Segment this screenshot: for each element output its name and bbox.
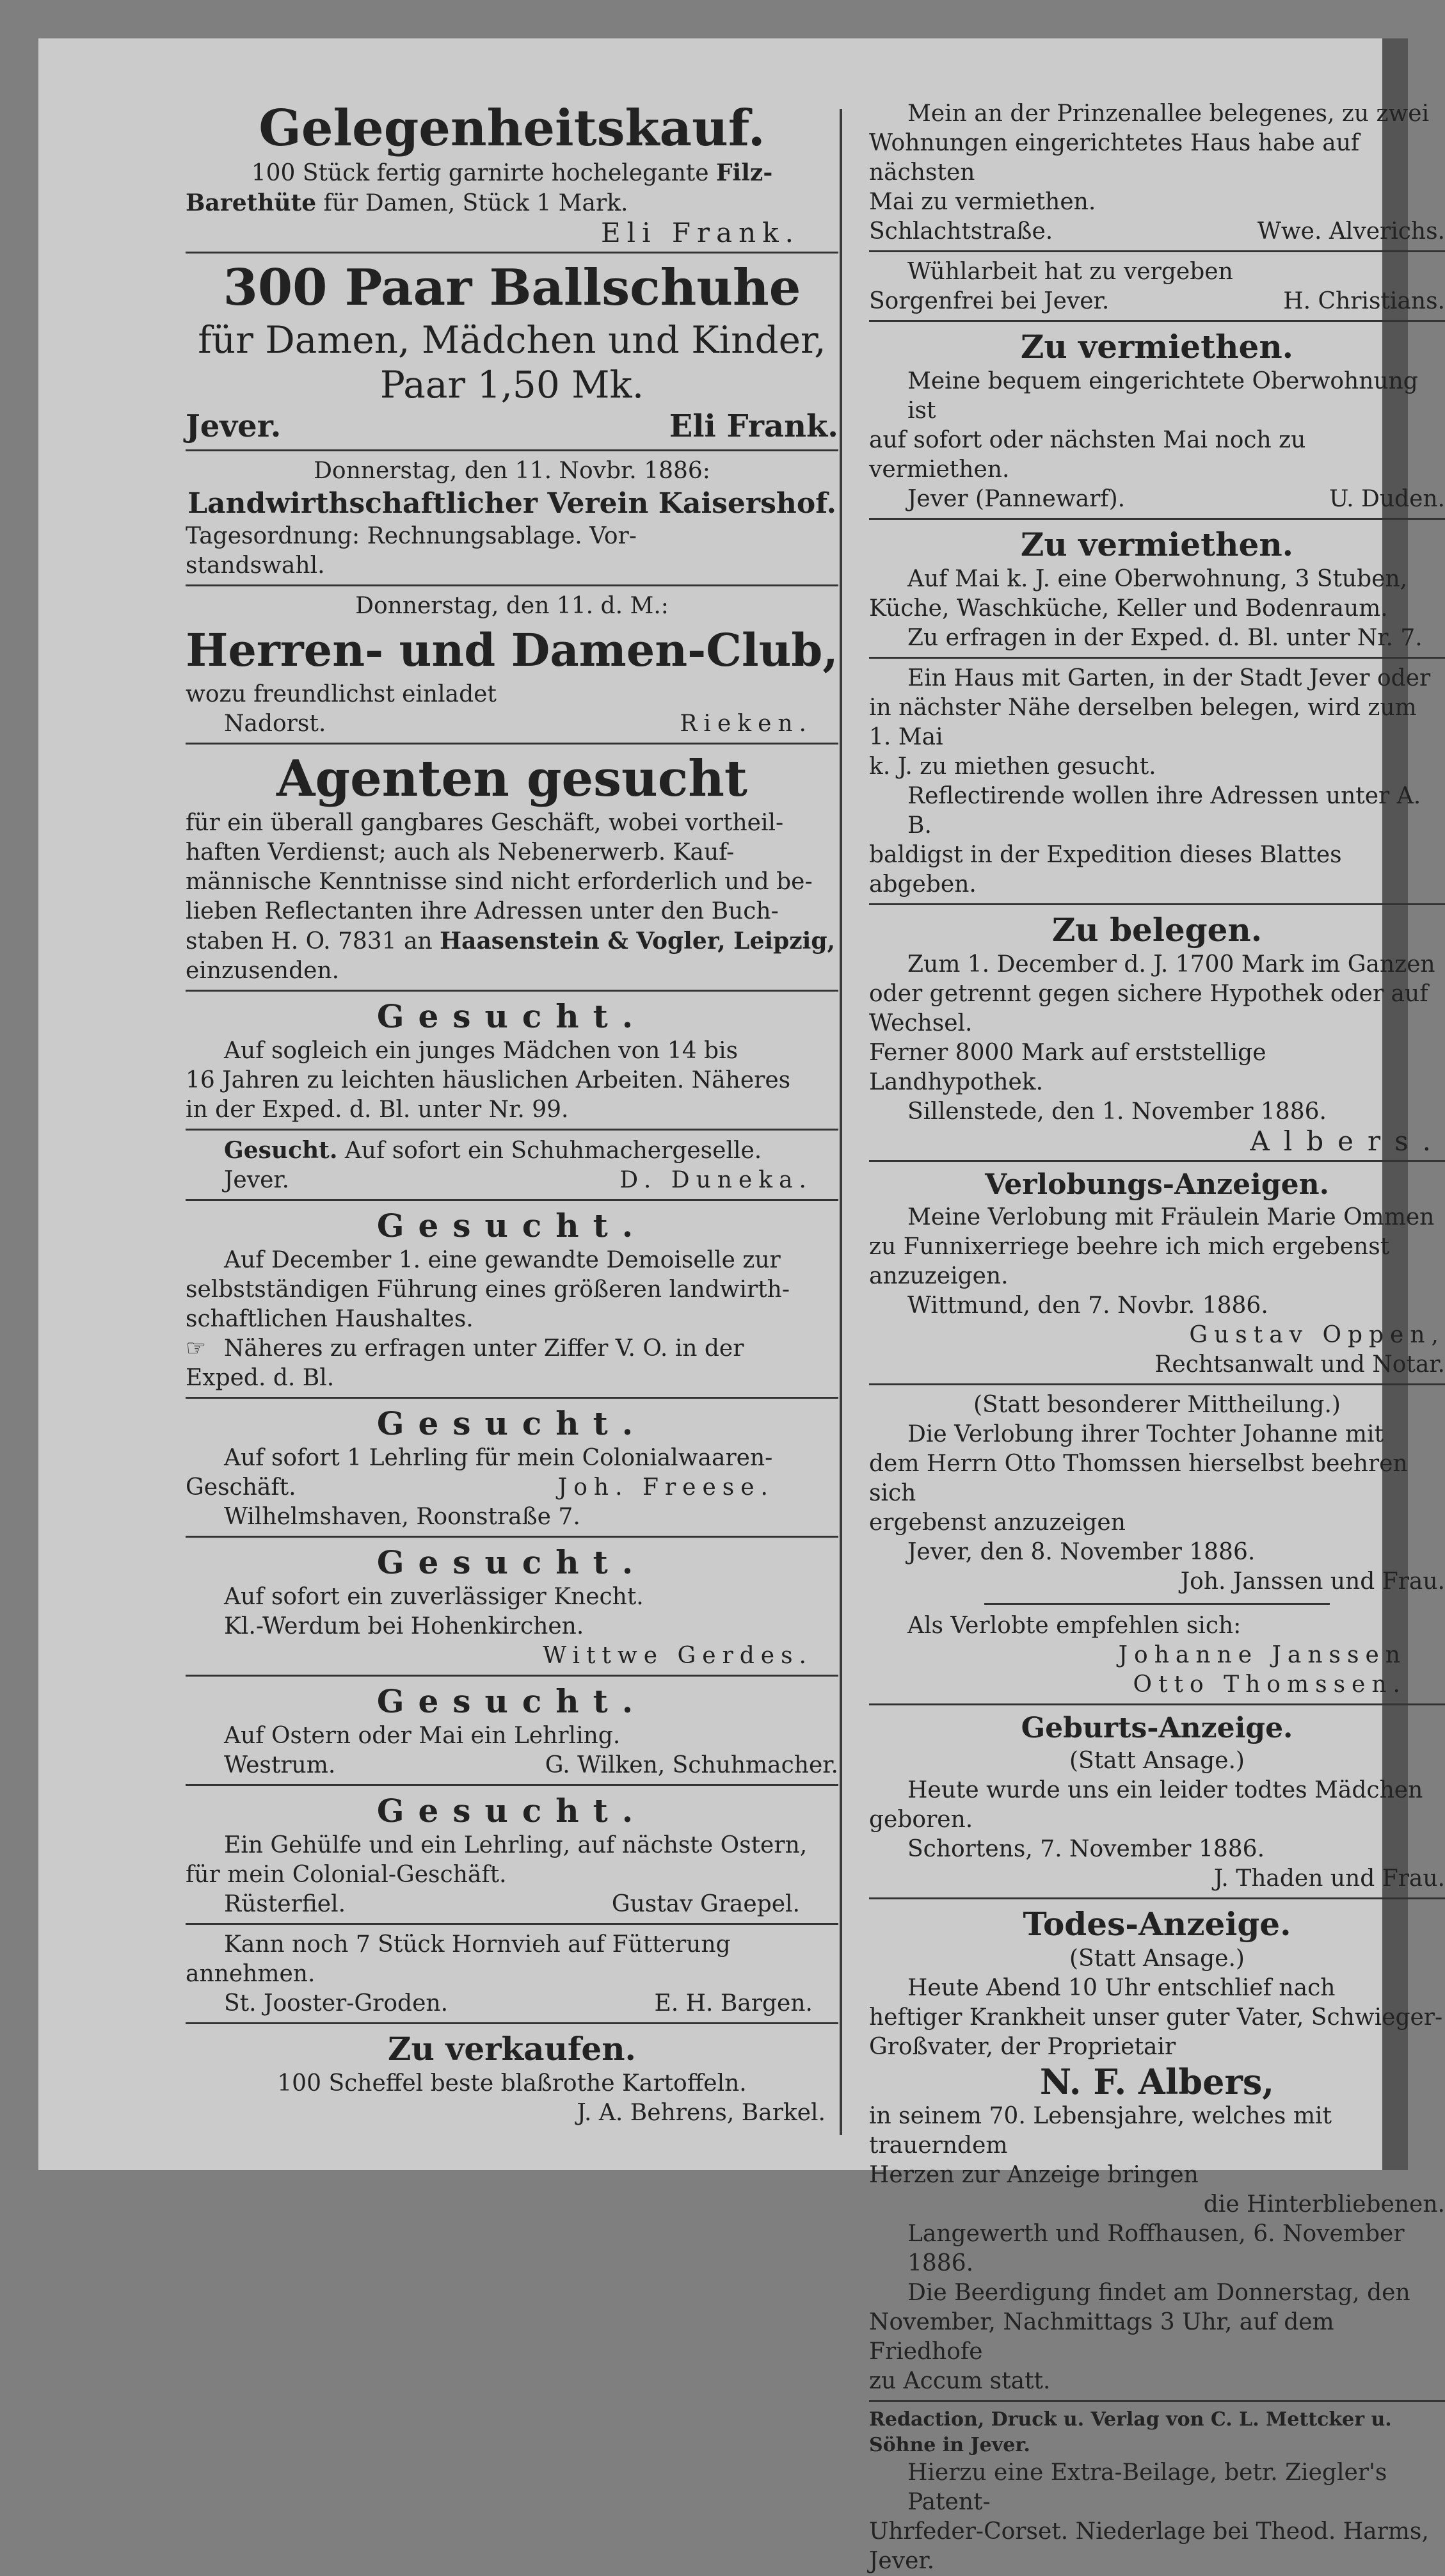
ad-line: in der Exped. d. Bl. unter Nr. 99. [186, 1097, 569, 1123]
ad-line: Paar 1,50 Mk. [379, 363, 644, 407]
ad-signature: D. Duneka. [619, 1167, 813, 1193]
ad-title: Gesucht. [376, 1543, 648, 1581]
ad-line: Kl.-Werdum bei Hohenkirchen. [224, 1613, 584, 1639]
ad-line: oder getrennt gegen sichere Hypothek oder auf Wechsel. [869, 981, 1428, 1036]
ad-separator [186, 990, 838, 992]
ad-line: Heute Abend 10 Uhr entschlief nach [907, 1975, 1336, 2001]
footer-line: Hierzu eine Extra-Beilage, betr. Ziegler's Patent- [907, 2459, 1387, 2515]
ad-ballschuhe [186, 259, 838, 446]
ad-text: für Damen, Stück 1 Mark. [323, 190, 628, 216]
ad-line: Wohnungen eingerichtetes Haus habe auf nächsten [869, 130, 1360, 186]
ad-line: Ein Haus mit Garten, in der Stadt Jever oder [907, 665, 1431, 691]
ad-place: St. Jooster-Groden. [224, 1990, 449, 2017]
ad-vermiethen-2 [869, 525, 1445, 653]
ad-title: Agenten gesucht [276, 750, 747, 808]
ad-title: Landwirthschaftlicher Verein Kaisershof. [188, 487, 836, 520]
ad-line: Herzen zur Anzeige bringen [869, 2162, 1199, 2188]
ad-line: Die Beerdigung findet am Donnerstag, den [907, 2280, 1410, 2306]
ad-separator [186, 1536, 838, 1538]
ad-line: (Statt Ansage.) [1069, 1748, 1245, 1774]
ad-line: auf sofort oder nächsten Mai noch zu vermiethen. [869, 427, 1306, 483]
footer-line: Uhrfeder-Corset. Niederlage bei Theod. Harms, Jever. [869, 2518, 1429, 2574]
ad-line: geboren. [869, 1807, 973, 1833]
ad-line: schaftlichen Haushaltes. [186, 1306, 474, 1332]
ad-title: Gesucht. [376, 1682, 648, 1720]
ad-signature: J. A. Behrens, Barkel. [577, 2100, 826, 2126]
ad-signature: G. Wilken, Schuhmacher. [545, 1752, 838, 1778]
ad-line: Sillenstede, den 1. November 1886. [907, 1099, 1327, 1125]
ad-line: ergebenst anzuzeigen [869, 1509, 1126, 1536]
ad-separator [869, 250, 1445, 252]
ad-line: Auf sogleich ein junges Mädchen von 14 bis [224, 1038, 738, 1064]
ad-signature: Eli Frank. [601, 217, 800, 248]
ad-vermiethen-1 [869, 327, 1445, 514]
ad-signature: Wittwe Gerdes. [543, 1643, 813, 1669]
ad-line: heftiger Krankheit unser guter Vater, Schwieger- [869, 2004, 1443, 2031]
ad-line: Wilhelmshaven, Roonstraße 7. [224, 1504, 580, 1530]
ad-place: Jever. [224, 1167, 290, 1193]
ad-line: Schortens, 7. November 1886. [907, 1836, 1265, 1862]
ad-separator-short [984, 1603, 1330, 1605]
ad-line: Heute wurde uns ein leider todtes Mädchen [907, 1777, 1423, 1803]
ad-line: Mein an der Prinzenallee belegenes, zu zwei [907, 101, 1430, 127]
ad-signature: Joh. Janssen und Frau. [1180, 1568, 1445, 1595]
ad-title: Zu vermiethen. [1020, 328, 1294, 366]
ad-gelegenheitskauf [186, 99, 838, 248]
ad-line: Auf Ostern oder Mai ein Lehrling. [224, 1723, 621, 1749]
ad-haus-gesucht [869, 664, 1445, 899]
ad-separator [869, 320, 1445, 322]
ad-line: einzusenden. [186, 958, 340, 984]
ad-title: Geburts-Anzeige. [1021, 1712, 1293, 1744]
ad-title: 300 Paar Ballschuhe [223, 259, 801, 317]
ad-signature: E. H. Bargen. [654, 1990, 813, 2017]
ad-line: staben H. O. 7831 an [186, 928, 433, 954]
ad-line: Kann noch 7 Stück Hornvieh auf Fütterung [224, 1931, 731, 1958]
ad-line: 16 Jahren zu leichten häuslichen Arbeiten. Näheres [186, 1067, 791, 1093]
ad-separator [869, 657, 1445, 659]
ad-signature: Wwe. Alverichs. [1257, 218, 1445, 245]
newspaper-page [38, 38, 1445, 2574]
ad-line: Näheres zu erfragen unter Ziffer V. O. in der [224, 1335, 744, 1362]
ad-schuhmacher [186, 1136, 838, 1195]
ad-line: Auf sofort ein Schuhmachergeselle. [344, 1138, 762, 1164]
ad-line: (Statt besonderer Mittheilung.) [973, 1392, 1341, 1418]
footer-imprint: Redaction, Druck u. Verlag von C. L. Mettcker u. Söhne in Jever. [869, 2408, 1392, 2456]
ad-place: Jever (Pannewarf). [907, 486, 1126, 512]
ad-signature: Johanne Janssen [1118, 1642, 1407, 1668]
ad-bold: Gesucht. [224, 1137, 338, 1164]
ad-line: 100 Scheffel beste blaßrothe Kartoffeln. [277, 2070, 747, 2097]
ad-verlobung-2 [869, 1390, 1445, 1700]
ad-line: Meine Verlobung mit Fräulein Marie Ommen [907, 1204, 1435, 1230]
ad-gesucht-gehuelfe [186, 1791, 838, 1919]
ad-title: Todes-Anzeige. [1023, 1905, 1291, 1943]
ad-line: Reflectirende wollen ihre Adressen unter A. B. [907, 783, 1421, 839]
ad-separator [869, 903, 1445, 905]
ad-line: Exped. d. Bl. [186, 1365, 335, 1391]
ad-line: Mai zu vermiethen. [869, 189, 1096, 215]
ad-separator [186, 2022, 838, 2024]
ad-separator [186, 584, 838, 586]
ad-date: Donnerstag, den 11. d. M.: [355, 593, 669, 619]
ad-title: Gelegenheitskauf. [259, 99, 765, 157]
ad-separator [869, 1160, 1445, 1162]
ad-line: für ein überall gangbares Geschäft, wobei vortheil- [186, 810, 784, 836]
ad-place: Rüsterfiel. [224, 1891, 346, 1917]
ad-separator [869, 518, 1445, 520]
ad-line: Langewerth und Roffhausen, 6. November 1886. [907, 2221, 1405, 2276]
ad-verein [186, 456, 838, 581]
ad-agenten [186, 750, 838, 986]
ad-wuehlarbeit [869, 257, 1445, 316]
ad-line: wozu freundlichst einladet [186, 681, 497, 707]
ad-signature: Joh. Freese. [557, 1474, 774, 1501]
pointing-hand-icon: ☞ [186, 1335, 207, 1362]
right-column [869, 99, 1445, 2576]
ad-line: Die Verlobung ihrer Tochter Johanne mit [907, 1421, 1384, 1447]
ad-prinzenallee [869, 99, 1445, 246]
ad-separator [869, 1383, 1445, 1385]
ad-line: männische Kenntnisse sind nicht erforderlich und be- [186, 869, 813, 895]
ad-title: Gesucht. [376, 1792, 648, 1830]
ad-line: selbstständigen Führung eines größeren landwirth- [186, 1276, 790, 1303]
ad-line: (Statt Ansage.) [1069, 1945, 1245, 1972]
ad-separator [186, 449, 838, 451]
ad-title: Zu vermiethen. [1020, 526, 1294, 563]
ad-club [186, 592, 838, 739]
ad-text: 100 Stück fertig garnirte hochelegante [251, 160, 709, 186]
ad-line: Auf December 1. eine gewandte Demoiselle zur [224, 1247, 781, 1273]
ad-line: zu Accum statt. [869, 2368, 1051, 2394]
ad-line: lieben Reflectanten ihre Adressen unter den Buch- [186, 898, 779, 924]
ad-signature: Eli Frank. [669, 408, 838, 444]
ad-line: in nächster Nähe derselben belegen, wird zum 1. Mai [869, 695, 1417, 750]
ad-title: Herren- und Damen-Club, [186, 624, 838, 677]
ad-gesucht-knecht [186, 1543, 838, 1671]
ad-hornvieh [186, 1930, 838, 2018]
ad-line: Jever, den 8. November 1886. [907, 1539, 1256, 1565]
ad-title: Zu verkaufen. [388, 2030, 636, 2068]
ad-separator [186, 252, 838, 254]
ad-line: Auf Mai k. J. eine Oberwohnung, 3 Stuben, [907, 566, 1408, 592]
ad-line: k. J. zu miethen gesucht. [869, 753, 1156, 780]
ad-separator [186, 1784, 838, 1786]
ad-signature: Rieken. [680, 711, 813, 737]
ad-line: in seinem 70. Lebensjahre, welches mit trauerndem [869, 2103, 1332, 2159]
ad-line: Ein Gehülfe und ein Lehrling, auf nächste Ostern, [224, 1832, 808, 1858]
ad-line: dem Herrn Otto Thomssen hierselbst beehren sich [869, 1451, 1408, 1506]
ad-line: Großvater, der Proprietair [869, 2034, 1176, 2060]
ad-line: Wittmund, den 7. Novbr. 1886. [907, 1292, 1268, 1319]
ad-line: Zu erfragen in der Exped. d. Bl. unter Nr. 7. [907, 625, 1423, 651]
ad-line: für mein Colonial-Geschäft. [186, 1862, 507, 1888]
ad-line: Küche, Waschküche, Keller und Bodenraum. [869, 595, 1388, 622]
ad-line: Tagesordnung: Rechnungsablage. Vor- [186, 523, 637, 549]
ad-signature: Gustav Graepel. [611, 1891, 800, 1917]
ad-line: baldigst in der Expedition dieses Blattes abgeben. [869, 842, 1342, 898]
ad-line: Als Verlobte empfehlen sich: [907, 1613, 1241, 1639]
ad-title: Zu belegen. [1051, 911, 1263, 949]
ad-separator [186, 1923, 838, 1925]
page-footer [869, 2407, 1445, 2576]
ad-signature: Albers. [1250, 1125, 1445, 1157]
ad-bold: Barethüte [186, 189, 317, 216]
ad-separator [869, 1897, 1445, 1899]
ad-signature: U. Duden. [1329, 486, 1445, 512]
ad-verlobung-1 [869, 1167, 1445, 1380]
ad-place: Jever. [186, 408, 282, 444]
ad-line: Zum 1. December d. J. 1700 Mark im Ganzen [907, 951, 1435, 978]
ad-place: Schlachtstraße. [869, 218, 1053, 245]
ad-line: annehmen. [186, 1961, 315, 1987]
ad-signature: H. Christians. [1283, 288, 1445, 314]
ad-separator [186, 1129, 838, 1131]
ad-line: Auf sofort 1 Lehrling für mein Colonialwaaren- [224, 1445, 773, 1471]
ad-line: zu Funnixerriege beehre ich mich ergebenst anzuzeigen. [869, 1234, 1390, 1289]
ad-title: Verlobungs-Anzeigen. [985, 1168, 1329, 1201]
ad-line: haften Verdienst; auch als Nebenerwerb. Kauf- [186, 839, 735, 865]
ad-line: für Damen, Mädchen und Kinder, [198, 318, 826, 362]
ad-belegen [869, 910, 1445, 1156]
ad-line: Meine bequem eingerichtete Oberwohnung ist [907, 368, 1418, 424]
ad-separator [869, 2400, 1445, 2402]
ad-separator [186, 1199, 838, 1201]
ad-signature: die Hinterbliebenen. [1203, 2191, 1445, 2218]
ad-title: Gesucht. [376, 997, 648, 1035]
ad-line: Auf sofort ein zuverlässiger Knecht. [224, 1584, 644, 1610]
ad-separator [186, 743, 838, 745]
ad-signature: J. Thaden und Frau. [1213, 1865, 1445, 1892]
ad-place: Sorgenfrei bei Jever. [869, 288, 1110, 314]
ad-bold: Haasenstein & Vogler, Leipzig, [440, 928, 836, 954]
ad-signature: Gustav Oppen, [1189, 1322, 1445, 1348]
ad-line: standswahl. [186, 552, 325, 579]
ad-gesucht-ostern [186, 1682, 838, 1780]
ad-gesucht-lehrling [186, 1404, 838, 1532]
ad-line: Geschäft. [186, 1474, 296, 1501]
ad-title: Gesucht. [376, 1207, 648, 1244]
ad-signature: Otto Thomssen. [1133, 1671, 1407, 1698]
ad-bold: Filz- [716, 159, 773, 186]
ad-line: Ferner 8000 Mark auf erststellige Landhypothek. [869, 1040, 1266, 1095]
left-column [186, 99, 838, 2128]
ad-separator [869, 1703, 1445, 1705]
ad-verkaufen [186, 2029, 838, 2128]
ad-signature: Rechtsanwalt und Notar. [1154, 1351, 1445, 1378]
ad-todes [869, 1904, 1445, 2396]
ad-name: N. F. Albers, [1039, 2061, 1275, 2102]
ad-place: Nadorst. [224, 711, 326, 737]
ad-line: November, Nachmittags 3 Uhr, auf dem Friedhofe [869, 2309, 1334, 2365]
ad-geburt [869, 1711, 1445, 1894]
column-divider [840, 109, 842, 2135]
ad-date: Donnerstag, den 11. Novbr. 1886: [314, 458, 710, 484]
ad-separator [186, 1397, 838, 1399]
ad-title: Gesucht. [376, 1405, 648, 1442]
ad-gesucht-maedchen [186, 997, 838, 1125]
ad-line: Wühlarbeit hat zu vergeben [907, 259, 1233, 285]
ad-separator [186, 1675, 838, 1677]
ad-place: Westrum. [224, 1752, 336, 1778]
ad-gesucht-demoiselle [186, 1206, 838, 1393]
